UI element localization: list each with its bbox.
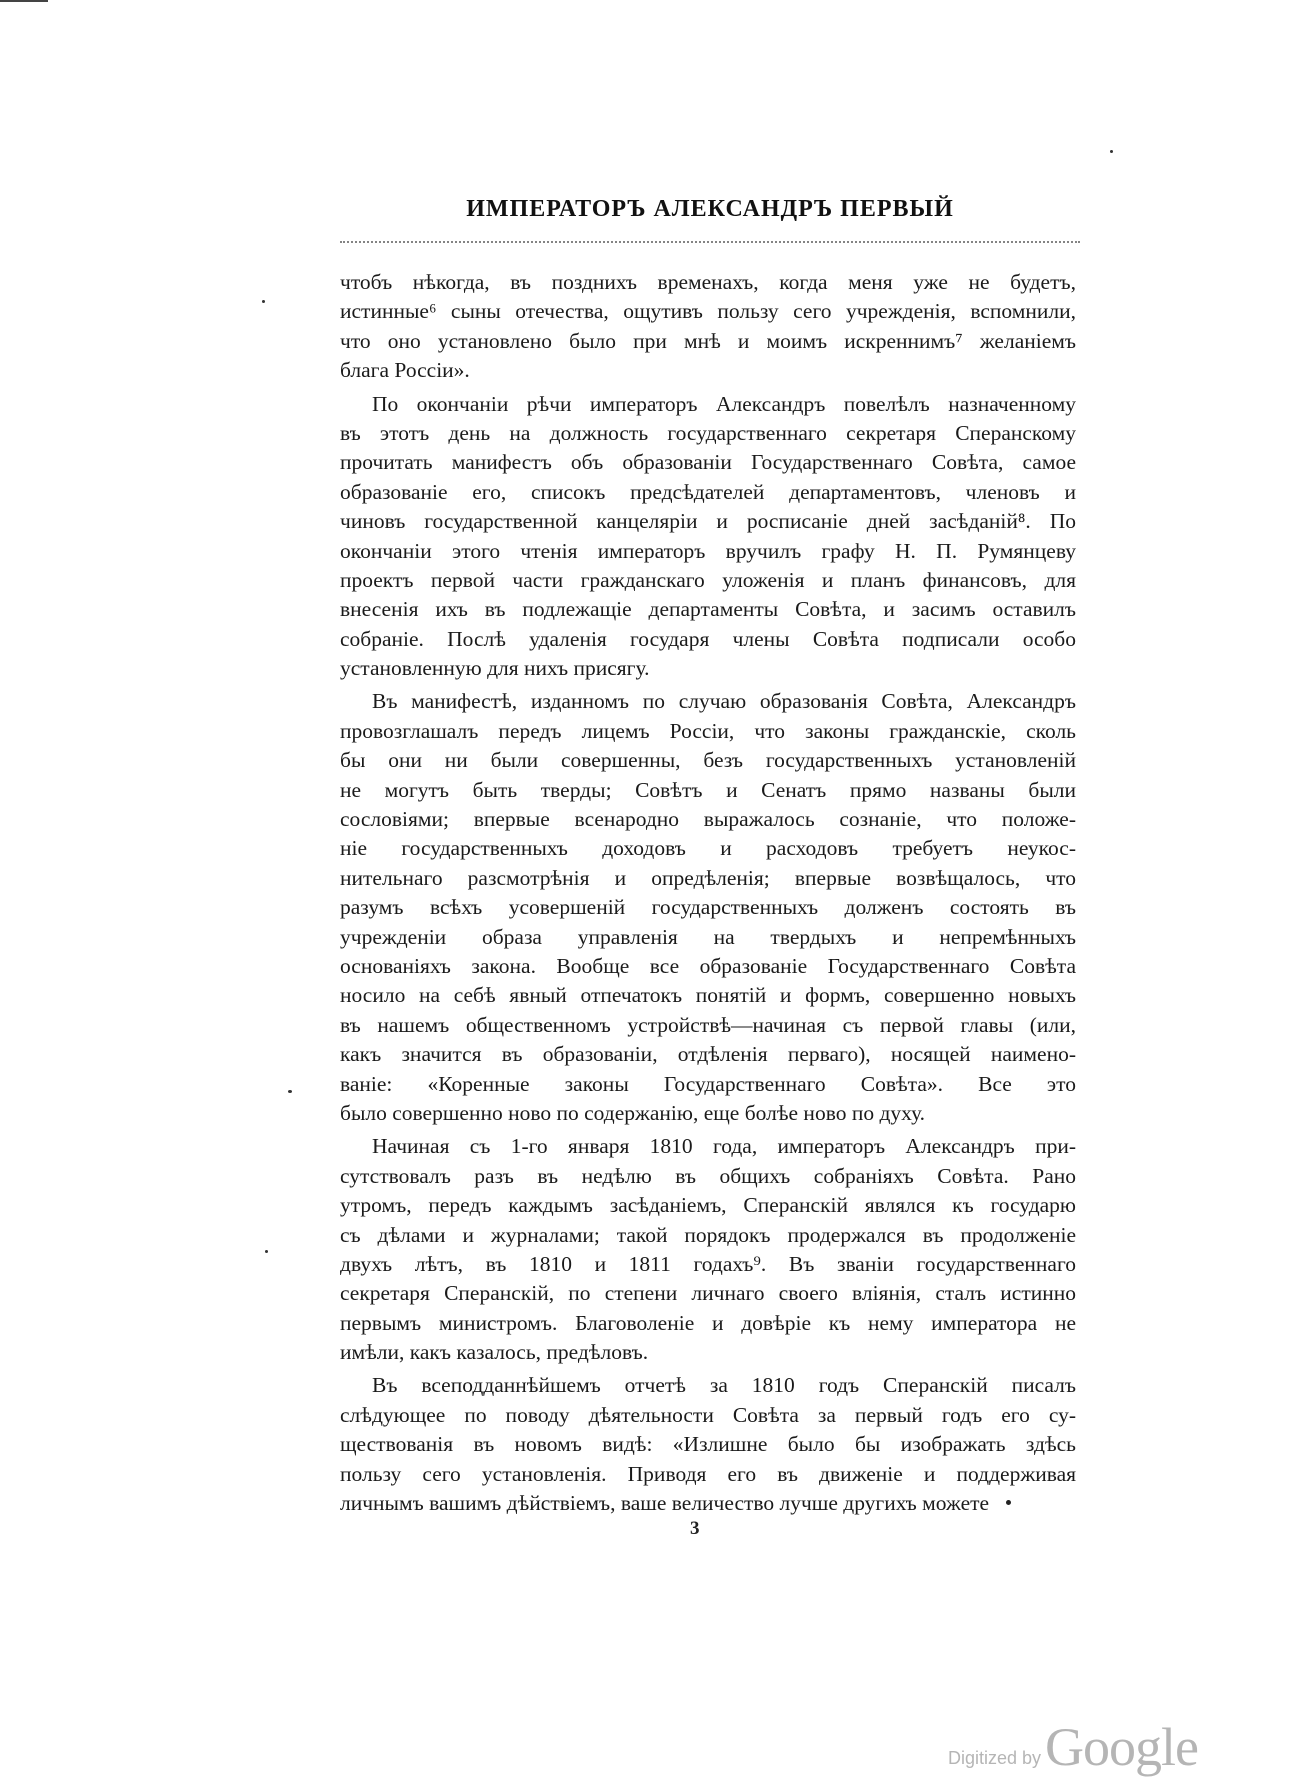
- text-line: сословіями; впервые всенародно выражалось сознаніе, что положе-: [340, 807, 1076, 832]
- text-line: секретаря Сперанскій, по степени личнаго своего вліянія, сталъ истинно: [340, 1281, 1076, 1306]
- scan-speck: [288, 1090, 292, 1093]
- text-line: Въ всеподданнѣйшемъ отчетѣ за 1810 годъ Сперанскій писалъ: [372, 1373, 1076, 1398]
- text-line: чтобъ нѣкогда, въ позднихъ временахъ, когда меня уже не будетъ,: [340, 270, 1076, 294]
- digitized-by-google-watermark: [948, 1717, 1199, 1777]
- text-line: въ нашемъ общественномъ устройствѣ—начиная съ первой главы (или,: [340, 1012, 1076, 1037]
- text-line: нительнаго разсмотрѣнія и опредѣленія; впервые возвѣщалось, что: [340, 865, 1076, 890]
- text-line: окончаніи этого чтенія императоръ вручилъ графу Н. П. Румянцеву: [340, 538, 1076, 563]
- text-line: какъ значится въ образованіи, отдѣленія перваго), носящей наимено-: [340, 1042, 1076, 1067]
- text-line: въ этотъ день на должность государственнаго секретаря Сперанскому: [340, 420, 1076, 445]
- text-line: ваніе: «Коренные законы Государственнаго Совѣта». Все это: [340, 1071, 1076, 1096]
- text-line: носило на себѣ явный отпечатокъ понятій и формъ, совершенно новыхъ: [340, 983, 1076, 1008]
- text-line: бы они ни были совершенны, безъ государственныхъ установленій: [340, 748, 1076, 773]
- text-line: проектъ первой части гражданскаго уложенія и планъ финансовъ, для: [340, 567, 1076, 592]
- text-line: двухъ лѣтъ, въ 1810 и 1811 годахъ⁹. Въ званіи государственнаго: [340, 1251, 1076, 1276]
- text-line: блага Россіи».: [340, 358, 470, 383]
- text-line: сутствовалъ разъ въ недѣлю въ общихъ собраніяхъ Совѣта. Рано: [340, 1163, 1076, 1188]
- text-line: провозглашалъ передъ лицемъ Россіи, что законы гражданскіе, сколь: [340, 718, 1076, 743]
- text-line: установленную для нихъ присягу.: [340, 656, 650, 681]
- scan-speck: [1110, 150, 1113, 153]
- scan-speck: [262, 300, 265, 303]
- body-text: [340, 268, 1076, 1522]
- text-line: что оно установлено было при мнѣ и моимъ искреннимъ⁷ желаніемъ: [340, 328, 1076, 353]
- text-line: образованіе его, списокъ предсѣдателей департаментовъ, членовъ и: [340, 479, 1076, 504]
- paragraph: [340, 687, 1076, 1128]
- text-line: пользу сего установленія. Приводя его въ движеніе и поддерживая: [340, 1461, 1076, 1486]
- paragraph: [340, 268, 1076, 386]
- text-line: основаніяхъ закона. Вообще все образованіе Государственнаго Совѣта: [340, 953, 1076, 978]
- running-header: ИМПЕРАТОРЪ АЛЕКСАНДРЪ ПЕРВЫЙ: [466, 196, 954, 222]
- text-line: собраніе. Послѣ удаленія государя члены Совѣта подписали особо: [340, 626, 1076, 651]
- text-line: внесенія ихъ въ подлежащіе департаменты Совѣта, и засимъ оставилъ: [340, 597, 1076, 622]
- scan-dot: [1006, 1500, 1011, 1505]
- text-line: ніе государственныхъ доходовъ и расходовъ требуетъ неукос-: [340, 836, 1076, 861]
- paragraph: [340, 1132, 1076, 1367]
- text-line: первымъ министромъ. Благоволеніе и довѣріе къ нему императора не: [340, 1310, 1076, 1335]
- scan-speck: [265, 1250, 268, 1253]
- text-line: истинные⁶ сыны отечества, ощутивъ пользу сего учрежденія, вспомнили,: [340, 299, 1076, 324]
- text-line: было совершенно ново по содержанію, еще болѣе ново по духу.: [340, 1100, 926, 1125]
- text-line: прочитать манифестъ объ образованіи Государственнаго Совѣта, самое: [340, 450, 1076, 475]
- header-rule: [340, 241, 1080, 246]
- page-number: 3: [690, 1518, 700, 1539]
- text-line: личнымъ вашимъ дѣйствіемъ, ваше величество лучше другихъ можете: [340, 1491, 990, 1516]
- text-line: утромъ, передъ каждымъ засѣданіемъ, Сперанскій являлся къ государю: [340, 1193, 1076, 1218]
- text-line: учрежденіи образа управленія на твердыхъ и непремѣнныхъ: [340, 924, 1076, 949]
- text-line: разумъ всѣхъ усовершеній государственныхъ долженъ состоять въ: [340, 895, 1076, 920]
- watermark-prefix: Digitized by: [948, 1748, 1042, 1768]
- scan-corner-mark: [0, 0, 48, 2]
- google-logo: Google: [1045, 1717, 1199, 1777]
- text-line: имѣли, какъ казалось, предѣловъ.: [340, 1340, 649, 1365]
- text-line: Начиная съ 1-го января 1810 года, императоръ Александръ при-: [372, 1134, 1076, 1159]
- text-line: чиновъ государственной канцеляріи и росписаніе дней засѣданій⁸. По: [340, 509, 1076, 534]
- paragraph: [340, 390, 1076, 684]
- text-line: слѣдующее по поводу дѣятельности Совѣта за первый годъ его су-: [340, 1402, 1076, 1427]
- text-line: не могутъ быть тверды; Совѣтъ и Сенатъ прямо названы были: [340, 777, 1076, 802]
- text-line: Въ манифестѣ, изданномъ по случаю образованія Совѣта, Александръ: [372, 689, 1076, 714]
- paragraph: [340, 1371, 1076, 1518]
- text-line: ществованія въ новомъ видѣ: «Излишне было бы изображать здѣсь: [340, 1432, 1076, 1457]
- text-line: съ дѣлами и журналами; такой порядокъ продержался въ продолженіе: [340, 1222, 1076, 1247]
- text-line: По окончаніи рѣчи императоръ Александръ повелѣлъ назначенному: [372, 391, 1076, 416]
